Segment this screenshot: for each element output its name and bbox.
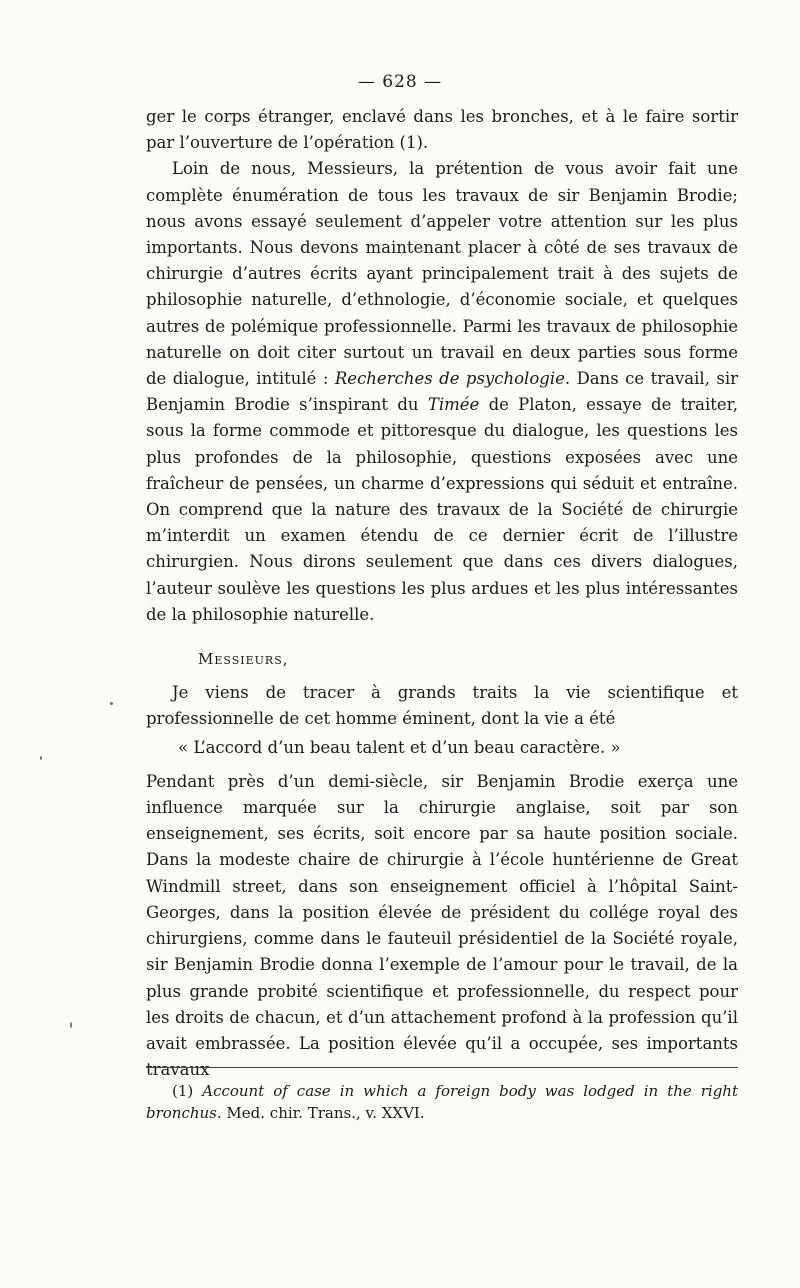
- paragraph-works: [146, 156, 738, 628]
- paragraph-continuation: ger le corps étranger, enclavé dans les bronches, et à le faire sortir par l’ouverture de l’opération (1).: [146, 107, 738, 153]
- paragraph-summary: Je viens de tracer à grands traits la vie scientifique et professionnelle de cet homme éminent, dont la vie a été: [146, 683, 738, 729]
- salutation: Messieurs,: [198, 650, 289, 669]
- main-text: [146, 104, 738, 1083]
- quotation: « L’accord d’un beau talent et d’un beau caractère. »: [178, 737, 621, 757]
- footnote-title: Account of case in which a foreign body was lodged in the right bronchus: [146, 1082, 738, 1122]
- footnote: [146, 1080, 738, 1124]
- print-speck: [40, 756, 42, 760]
- footnote-reference: . Med. chir. Trans., v. XXVI.: [216, 1104, 425, 1122]
- paragraph-works-text-b: . Dans ce travail, sir Benjamin Brodie s’inspirant du: [146, 369, 739, 415]
- footnote-marker: (1): [172, 1082, 203, 1100]
- work-title-timee: Timée: [427, 395, 480, 415]
- paragraph-works-text-a: Loin de nous, Messieurs, la prétention de vous avoir fait une complète énumération de tous les travaux de sir Benjamin Brodie; nous avons essayé seulement d’appeler votre attention sur les plus importants. Nous devons maintenant placer à côté de ses travaux de chirurgie d’autres écrits ayant principalement trait à des sujets de philosophie naturelle, d’ethnologie, d’économie sociale, et quelques autres de polémique professionnelle. Parmi les travaux de philosophie naturelle on doit citer surtout un travail en deux parties sous forme de dialogue, intitulé :: [146, 159, 738, 389]
- paragraph-works-text-c: de Platon, essaye de traiter, sous la forme commode et pittoresque du dialogue, les questions les plus profondes de la philosophie, questions exposées avec une fraîcheur de pensées, un charme d’expressions qui séduit et entraîne. On comprend que la nature des travaux de la Société de chirurgie m’interdit un examen étendu de ce dernier écrit de l’illustre chirurgien. Nous dirons seulement que dans ces divers dialogues, l’auteur soulève les questions les plus ardues et les plus intéressantes de la philosophie naturelle.: [146, 395, 738, 624]
- print-speck: [70, 1022, 72, 1028]
- footnote-divider: [146, 1067, 738, 1068]
- page-number: — 628 —: [357, 72, 443, 92]
- paragraph-influence: Pendant près d’un demi-siècle, sir Benjamin Brodie exerça une influence marquée sur la chirurgie anglaise, soit par son enseignement, ses écrits, soit encore par sa haute position sociale. Dans la modeste chaire de chirurgie à l’école huntérienne de Great Windmill street, dans son enseignement officiel à l’hôpital Saint-Georges, dans la position élevée de président du collége royal des chirurgiens, comme dans le fauteuil présidentiel de la Société royale, sir Benjamin Brodie donna l’exemple de l’amour pour le travail, de la plus grande probité scientifique et professionnelle, du respect pour les droits de chacun, et d’un attachement profond à la profession qu’il avait embrassée. La position élevée qu’il a occupée, ses importants travaux: [146, 771, 738, 1080]
- print-speck: [110, 702, 113, 705]
- work-title-recherches: Recherches de psychologie: [334, 369, 565, 389]
